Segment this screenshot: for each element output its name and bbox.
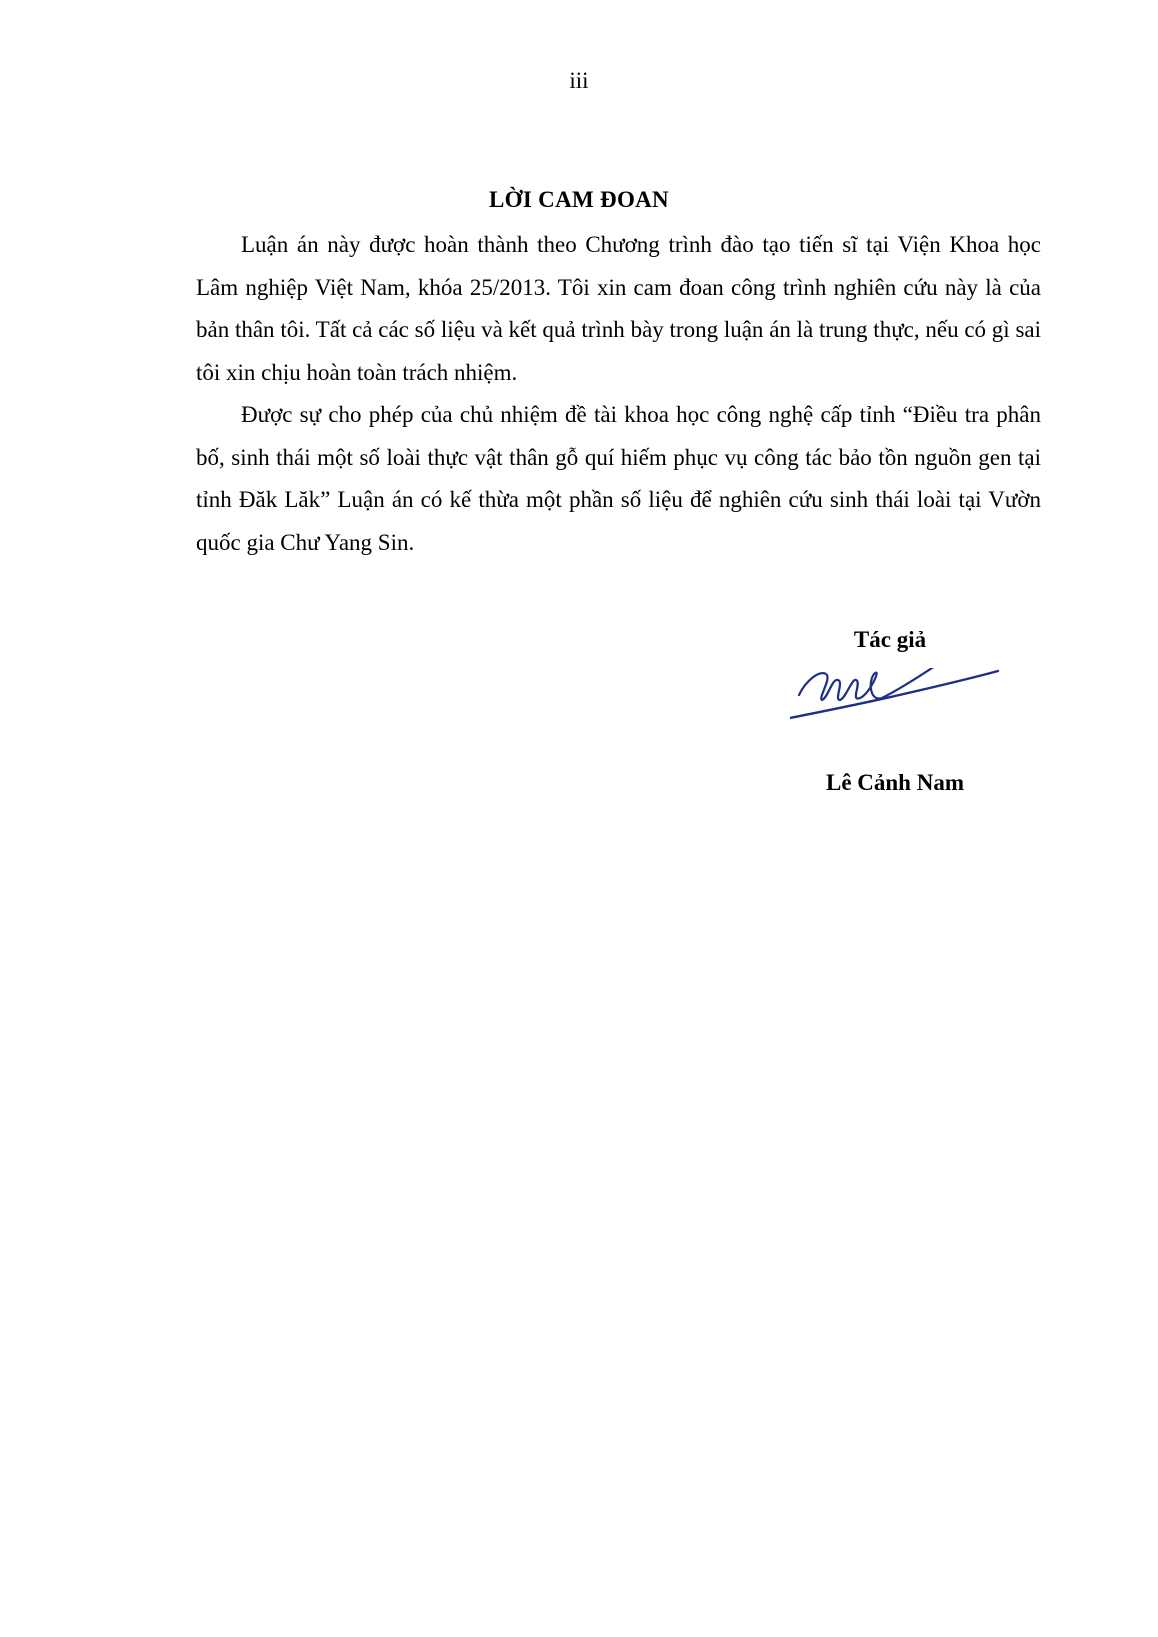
signature-stroke [799,668,938,700]
declaration-paragraph: Được sự cho phép của chủ nhiệm đề tài khoa học công nghệ cấp tỉnh “Điều tra phân bố, sinh thái một số loài thực vật thân gỗ quí hiếm phục vụ công tác bảo tồn nguồn gen tại tỉnh Đăk Lăk” Luận án có kế thừa một phần số liệu để nghiên cứu sinh thái loài tại Vườn quốc gia Chư Yang Sin. [196,402,1041,555]
declaration-paragraph: Luận án này được hoàn thành theo Chương trình đào tạo tiến sĩ tại Viện Khoa học Lâm nghiệp Việt Nam, khóa 25/2013. Tôi xin cam đoan công trình nghiên cứu này là của bản thân tôi. Tất cả các số liệu và kết quả trình bày trong luận án là trung thực, nếu có gì sai tôi xin chịu hoàn toàn trách nhiệm. [196,232,1041,385]
declaration-body [196,224,1041,564]
signer-name: Lê Cảnh Nam [825,770,964,795]
page-number: iii [569,68,589,93]
handwritten-signature [790,668,1020,758]
signer-role: Tác giả [853,627,927,652]
declaration-title: LỜI CAM ĐOAN [489,187,669,212]
